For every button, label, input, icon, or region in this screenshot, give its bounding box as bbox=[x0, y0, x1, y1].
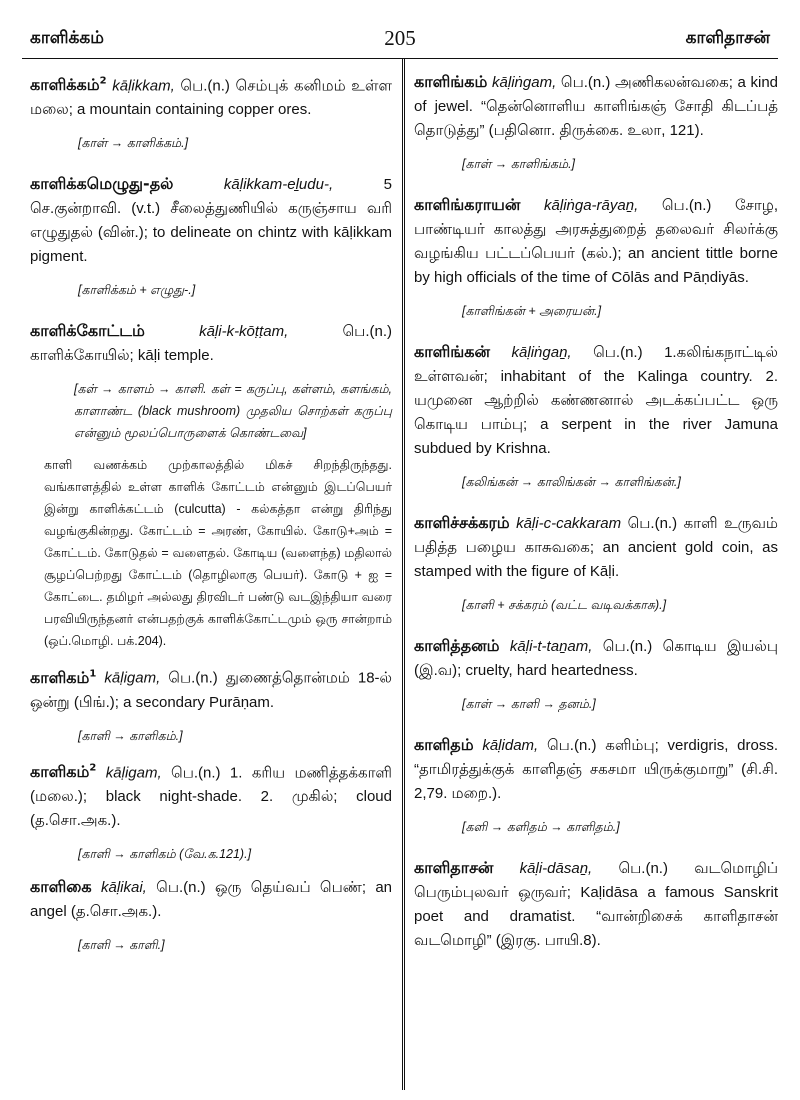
transliteration: kāḷiṅga-rāyaṉ, bbox=[544, 197, 639, 214]
left-column bbox=[30, 70, 392, 1090]
definition: பெ.(n.) காளிக்கோயில்; kāḷi temple. bbox=[30, 323, 393, 365]
dictionary-entry bbox=[414, 856, 778, 953]
etymology: [காள் → காளிங்கம்.] bbox=[462, 157, 576, 171]
etymology: [காளி → காளிகம்.] bbox=[78, 728, 183, 743]
dictionary-entry bbox=[30, 757, 392, 833]
transliteration: kāḷikkam-eḻudu-, bbox=[223, 176, 334, 194]
definition: பெ.(n.) வடமொழிப் பெரும்புலவர் ஒருவர்; Kaḷidāsa a famous Sanskrit poet and dramatist. “வான்றிசைக் காளிதாசன் வடமொழி” (இரகு. பாயி.8). bbox=[414, 860, 778, 949]
header-right-guideword: காளிதாசன் bbox=[685, 28, 770, 48]
definition: பெ.(n.) கொடிய இயல்பு (இ.வ); cruelty, hard heartedness. bbox=[414, 638, 779, 679]
headword: காளித்தனம் bbox=[414, 636, 500, 655]
header-left-guideword: காளிக்கம் bbox=[30, 28, 104, 48]
transliteration: kāḷiṅgaṉ, bbox=[511, 344, 572, 361]
dictionary-entry bbox=[30, 319, 392, 368]
definition: 5 செ.குன்றாவி. (v.t.) சீலைத்துணியில் கருஞ்சாய வரி எழுதுதல் (வின்.); to delineate on chintz with kāḷikkam pigment. bbox=[30, 176, 393, 266]
transliteration: kāḷiṅgam, bbox=[492, 74, 557, 91]
column-divider bbox=[402, 58, 405, 1090]
etymology: [காள் → காளிக்கம்.] bbox=[78, 136, 189, 151]
definition: பெ.(n.) துணைத்தொன்மம் 18-ல் ஒன்று (பிங்.); a secondary Purāṇam. bbox=[30, 669, 392, 711]
etymology: [காளி + சக்கரம் (வட்ட வடிவக்காசு).] bbox=[462, 598, 667, 612]
headword: காளிக்கமெழுது-தல் bbox=[30, 174, 174, 194]
headword: காளிச்சக்கரம் bbox=[414, 513, 510, 532]
dictionary-entry bbox=[30, 70, 392, 122]
headword: காளிகம்$^2$ bbox=[30, 761, 97, 781]
transliteration: kāḷi-dāsaṉ, bbox=[519, 860, 593, 877]
page-header bbox=[30, 26, 770, 56]
headword: காளிங்கம் bbox=[414, 72, 488, 91]
etymology: [களி → களிதம் → காளிதம்.] bbox=[462, 820, 620, 834]
headword: காளிங்கராயன் bbox=[414, 195, 521, 214]
etymology: [காளி → காளி.] bbox=[78, 937, 165, 952]
definition: பெ.(n.) 1. கரிய மணித்தக்காளி (மலை.); black night-shade. 2. முகில்; cloud (த.சொ.அக.). bbox=[30, 763, 393, 829]
headword: காளிகம்$^1$ bbox=[30, 667, 97, 687]
right-column bbox=[414, 70, 778, 1090]
dictionary-entry bbox=[414, 70, 778, 143]
definition: பெ.(n.) செம்புக் கனிமம் உள்ள மலை; a mountain containing copper ores. bbox=[30, 77, 392, 119]
transliteration: kāḷikai, bbox=[100, 878, 147, 896]
definition: பெ.(n.) ஒரு தெய்வப் பெண்; an angel (த.சொ.அக.). bbox=[30, 878, 393, 920]
transliteration: kāḷi-t-taṉam, bbox=[509, 638, 593, 655]
headword: காளிக்கோட்டம் bbox=[30, 321, 145, 341]
dictionary-entry bbox=[414, 193, 778, 290]
etymology: [கலிங்கன் → காலிங்கன் → காளிங்கன்.] bbox=[462, 475, 681, 489]
definition: பெ.(n.) களிம்பு; verdigris, dross. “தாமிரத்துக்குக் காளிதஞ் சகசமா யிருக்குமாறு” (சி.சி. 2,79. மறை.). bbox=[414, 737, 779, 802]
page-number: 205 bbox=[384, 26, 416, 50]
dictionary-entry bbox=[414, 340, 778, 461]
headword: காளிதம் bbox=[414, 735, 474, 754]
etymology: [காளிங்கன் + அரையன்.] bbox=[462, 304, 602, 318]
headword: காளிதாசன் bbox=[414, 858, 494, 877]
definition: பெ.(n.) 1.கலிங்கநாட்டில் உள்ளவன்; inhabitant of the Kalinga country. 2. யமுனை ஆற்றில் கண்ணனால் அடக்கப்பட்ட ஒரு கொடிய பாம்பு; a serpent in the river Jamuna subdued by Krishna. bbox=[414, 344, 778, 457]
definition: பெ.(n.) சோழ, பாண்டியர் காலத்து அரசுத்துறைத் தலைவர் சிலர்க்கு வழங்கிய பட்டப்பெயர் (கல்.); an ancient tittle borne by high officials of the time of Cōlās and Pāṇdiyās. bbox=[414, 197, 779, 286]
headword: காளிக்கம்$^2$ bbox=[30, 75, 107, 95]
etymology: [காளிக்கம் + எழுது-.] bbox=[78, 283, 196, 298]
etymology: [கள் → காளம் → காளி. கள் = கருப்பு, கள்ளம், களங்கம், காளாண்ட (black mushroom) முதலிய சொற்கள் கருப்பு என்னும் மூலப்பொருளைக் கொண்டவை] bbox=[74, 382, 392, 441]
definition: பெ.(n.) அணிகலன்வகை; a kind of jewel. “தென்னொளிய காளிங்கஞ் சோதி கிடப்பத் தொடுத்து” (பதினொ. திருக்கை. உலா, 121). bbox=[414, 74, 779, 139]
dictionary-entry bbox=[30, 875, 392, 924]
etymology: [காளி → காளிகம் (வே.க.121).] bbox=[78, 846, 252, 861]
dictionary-entry bbox=[414, 511, 778, 584]
dictionary-entry bbox=[30, 662, 392, 714]
dictionary-entry bbox=[414, 634, 778, 683]
transliteration: kāḷigam, bbox=[104, 669, 161, 687]
transliteration: kāḷi-k-kōṭṭam, bbox=[199, 323, 289, 341]
transliteration: kāḷi-c-cakkaram bbox=[516, 515, 622, 532]
dictionary-entry bbox=[30, 172, 392, 269]
transliteration: kāḷigam, bbox=[105, 763, 162, 781]
headword: காளிகை bbox=[30, 876, 92, 896]
etymology: [காள் → காளி → தனம்.] bbox=[462, 697, 596, 711]
usage-note: காளி வணக்கம் முற்காலத்தில் மிகச் சிறந்திருந்தது. வங்காளத்தில் உள்ள காளிக் கோட்டம் என்னும் இடப்பெயர் இன்று காளிக்கட்டம் (culcutta) - கல்கத்தா என்று திரிந்து வழங்குகின்றது. கோட்டம் = அரண், கோயில். கோடு+அம் = கோட்டம். கோடுதல் = வளைதல். கோடிய (வளைந்த) மதிலால் சூழப்பெற்றது கோட்டம் (தொழிலாகு பெயர்). கோடு + ஐ = கோட்டை. தமிழர் அல்லது திரவிடர் பண்டு வடஇந்தியா வரை பரவியிருந்தனர் என்பதற்குக் காளிக்கோட்டமும் ஒரு சான்றாம் (ஒப்.மொழி. பக்.204). bbox=[44, 458, 392, 649]
transliteration: kāḷidam, bbox=[482, 737, 539, 754]
headword: காளிங்கன் bbox=[414, 342, 491, 361]
transliteration: kāḷikkam, bbox=[112, 77, 175, 95]
definition: பெ.(n.) காளி உருவம் பதித்த பழைய காசுவகை; an ancient gold coin, as stamped with the figure of Kāḷi. bbox=[414, 515, 778, 580]
header-rule bbox=[22, 58, 778, 59]
dictionary-entry bbox=[414, 733, 778, 806]
